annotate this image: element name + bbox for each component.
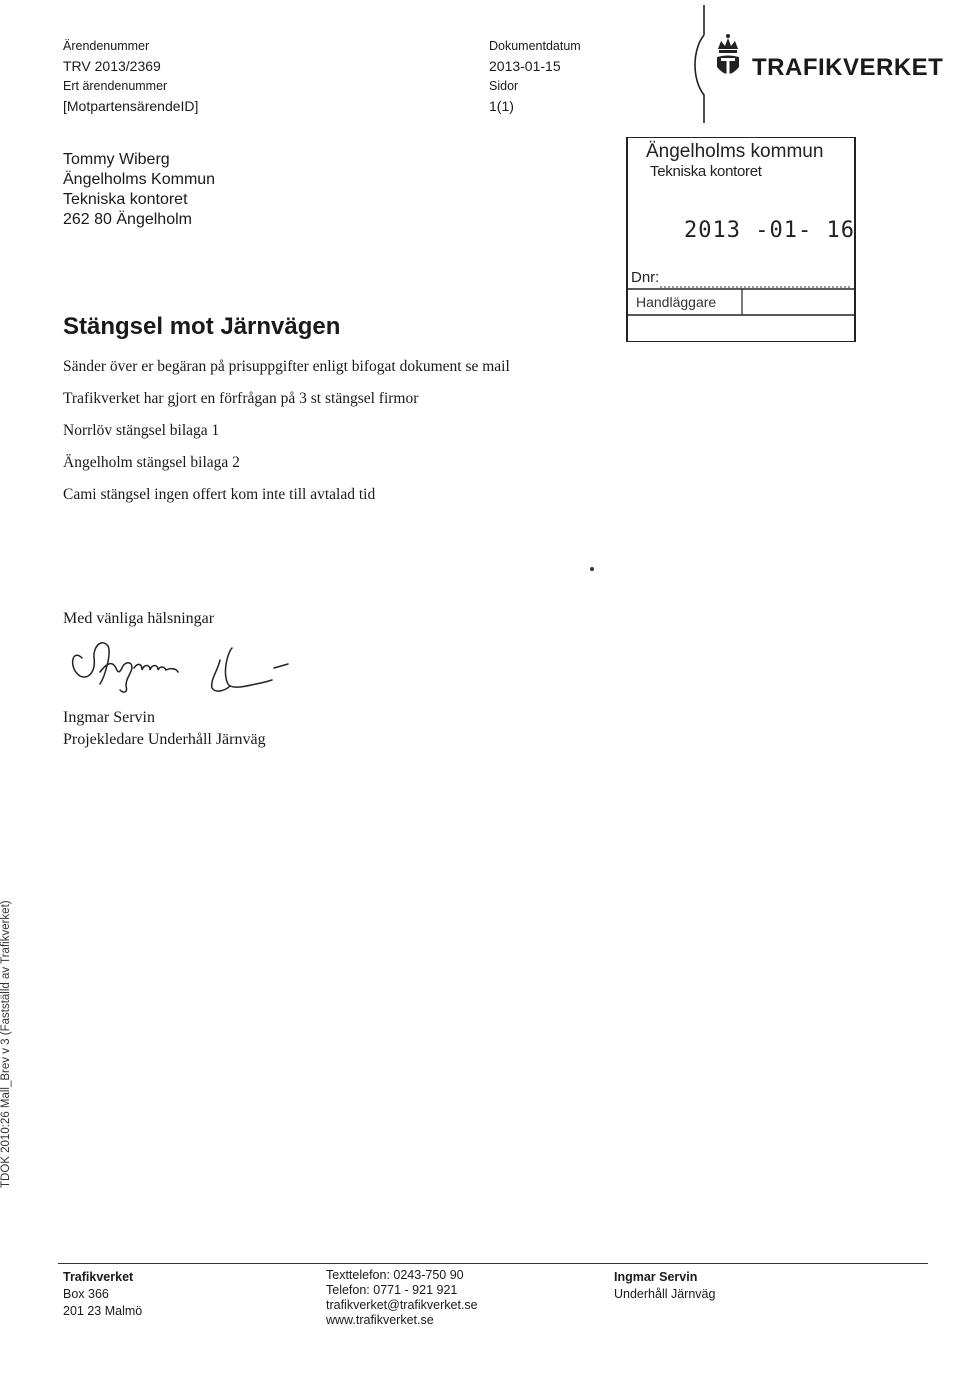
logo-wordmark: TRAFIKVERKET xyxy=(752,54,944,81)
template-reference: TDOK 2010:26 Mall_Brev v 3 (Fastställd av Trafikverket) xyxy=(0,900,12,1188)
your-case: [MotpartensärendeID] xyxy=(63,98,199,114)
stamp-subtitle: Tekniska kontoret xyxy=(650,163,762,180)
recipient-address xyxy=(63,150,215,230)
closing-greeting: Med vänliga hälsningar xyxy=(63,610,215,627)
stamp-date: 2013 -01- 16 xyxy=(684,218,855,243)
doc-date: 2013-01-15 xyxy=(489,58,561,74)
recipient-line: 262 80 Ängelholm xyxy=(63,211,192,228)
letter-body xyxy=(63,355,510,515)
footer-website: www.trafikverket.se xyxy=(326,1313,434,1327)
stamp-dnr-label: Dnr: xyxy=(631,269,660,286)
header-document-info xyxy=(489,36,581,116)
letter-subject: Stängsel mot Järnvägen xyxy=(63,313,341,340)
footer-sender xyxy=(63,1270,142,1319)
footer-handler-unit: Underhåll Järnväg xyxy=(614,1287,716,1301)
body-paragraph: Sänder över er begäran på prisuppgifter enligt bifogat dokument se mail xyxy=(63,358,510,375)
recipient-line: Tekniska kontoret xyxy=(63,191,188,208)
case-number-label: Ärendenummer xyxy=(63,39,150,53)
body-paragraph: Norrlöv stängsel bilaga 1 xyxy=(63,422,220,439)
case-number: TRV 2013/2369 xyxy=(63,58,161,74)
signer-block xyxy=(63,707,266,751)
footer-telefon: Telefon: 0771 - 921 921 xyxy=(326,1283,458,1297)
footer-handler xyxy=(614,1270,715,1302)
footer-postal: 201 23 Malmö xyxy=(63,1304,143,1318)
footer-handler-name: Ingmar Servin xyxy=(614,1270,698,1284)
stamp-title: Ängelholms kommun xyxy=(646,141,824,162)
stray-mark xyxy=(590,567,594,571)
recipient-line: Ängelholms Kommun xyxy=(63,171,216,188)
body-paragraph: Trafikverket har gjort en förfrågan på 3 st stängsel firmor xyxy=(63,390,419,407)
signer-name: Ingmar Servin xyxy=(63,709,155,726)
pages-label: Sidor xyxy=(489,79,519,93)
handwritten-signature xyxy=(60,628,300,698)
footer-box: Box 366 xyxy=(63,1287,109,1301)
recipient-line: Tommy Wiberg xyxy=(63,151,170,168)
stamp-handlaggare-label: Handläggare xyxy=(636,294,717,310)
footer-email: trafikverket@trafikverket.se xyxy=(326,1298,478,1312)
footer-divider xyxy=(58,1263,928,1264)
body-paragraph: Ängelholm stängsel bilaga 2 xyxy=(63,454,240,471)
doc-date-label: Dokumentdatum xyxy=(489,39,581,53)
your-case-label: Ert ärendenummer xyxy=(63,79,168,93)
footer-org-name: Trafikverket xyxy=(63,1270,134,1284)
header-case-info xyxy=(63,36,198,116)
signer-title: Projekledare Underhåll Järnväg xyxy=(63,731,266,748)
body-paragraph: Cami stängsel ingen offert kom inte till avtalad tid xyxy=(63,486,376,503)
footer-texttelefon: Texttelefon: 0243-750 90 xyxy=(326,1268,464,1282)
wheel-emblem-icon xyxy=(717,56,739,75)
footer-contact xyxy=(326,1268,478,1328)
crown-icon xyxy=(718,34,738,53)
pages: 1(1) xyxy=(489,98,514,114)
